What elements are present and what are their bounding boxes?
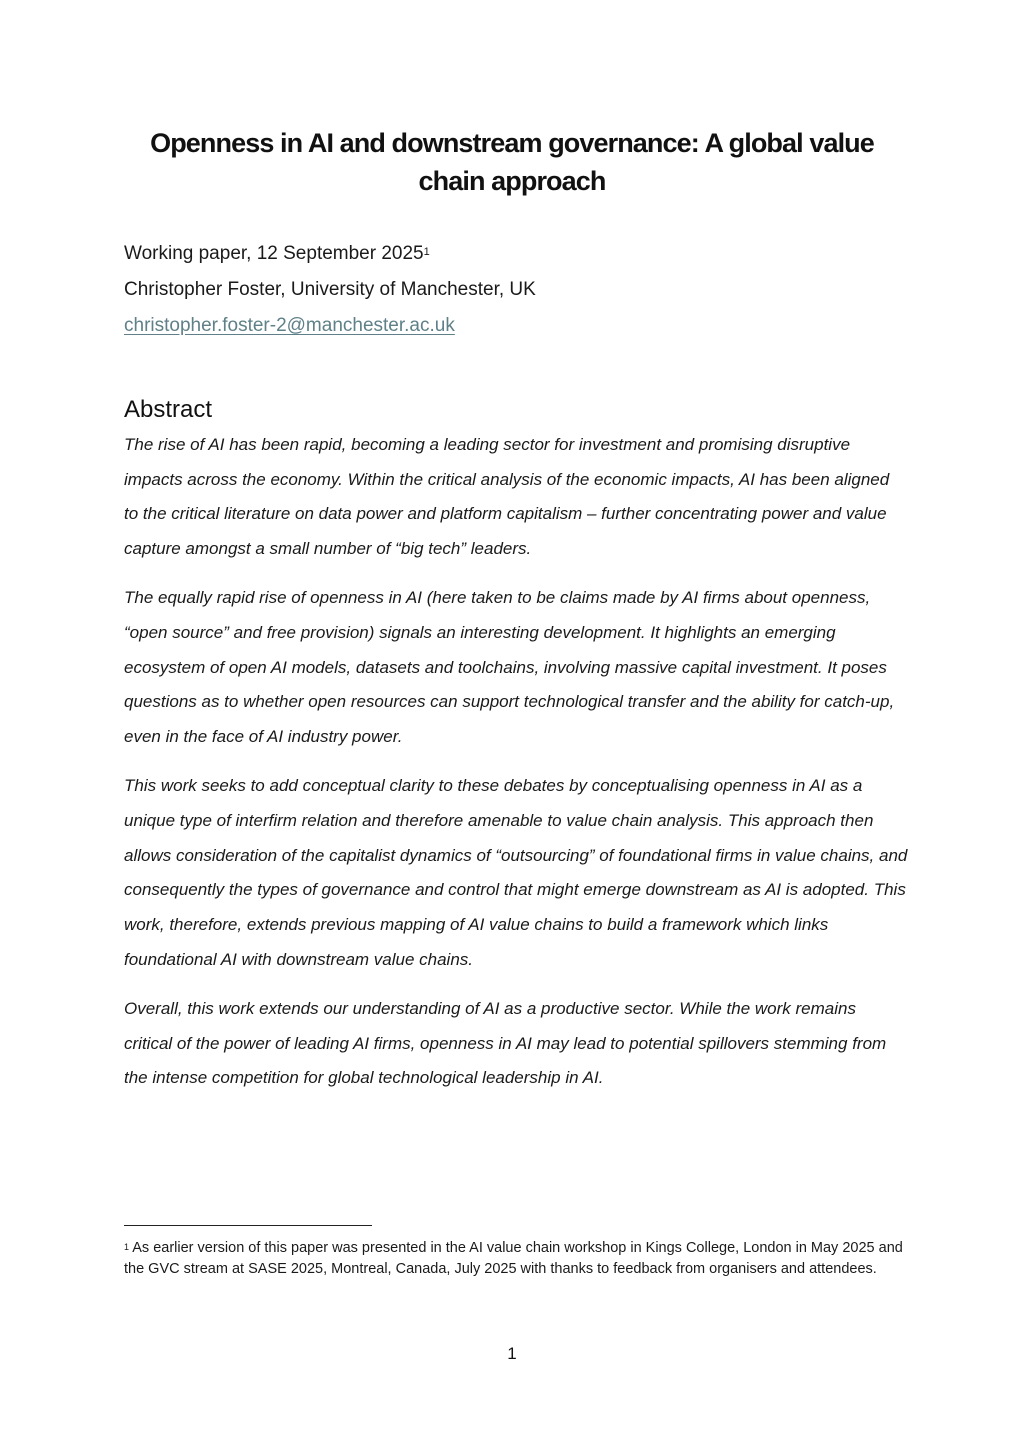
abstract-body	[124, 428, 908, 1111]
footnote-divider	[124, 1225, 372, 1226]
working-paper-date: Working paper, 12 September 2025	[124, 243, 424, 264]
abstract-paragraph: The equally rapid rise of openness in AI (here taken to be claims made by AI firms about openness, “open source” and free provision) signals an interesting development. It highlights an emerging ecosystem of open AI models, datasets and toolchains, involving massive capital investment. It poses questions as to whether open resources can support technological transfer and the ability for catch-up, even in the face of AI industry power.	[124, 588, 895, 747]
abstract-paragraph: The rise of AI has been rapid, becoming a leading sector for investment and promising disruptive impacts across the economy. Within the critical analysis of the economic impacts, AI has been aligned to the critical literature on data power and platform capitalism – further concentrating power and value capture amongst a small number of “big tech” leaders.	[124, 435, 890, 559]
author-email-link[interactable]: christopher.foster-2@manchester.ac.uk	[124, 315, 455, 336]
author-affiliation: Christopher Foster, University of Manchester, UK	[124, 279, 536, 300]
footnote-reference[interactable]: 1	[423, 246, 430, 258]
footnote-text: As earlier version of this paper was presented in the AI value chain workshop in Kings College, London in May 2025 and the GVC stream at SASE 2025, Montreal, Canada, July 2025 with thanks to feedback from organisers and attendees.	[124, 1240, 903, 1277]
working-paper-line	[124, 242, 430, 266]
paper-title: Openness in AI and downstream governance: A global value chain approach	[150, 128, 874, 196]
abstract-heading: Abstract	[124, 396, 213, 423]
abstract-paragraph: Overall, this work extends our understanding of AI as a productive sector. While the work remains critical of the power of leading AI firms, openness in AI may lead to potential spillovers stemming from the intense competition for global technological leadership in AI.	[124, 999, 887, 1088]
footnote-marker: 1	[124, 1242, 130, 1252]
author-email-line	[124, 314, 455, 338]
paper-page	[124, 0, 908, 1448]
footnote	[124, 1238, 904, 1280]
abstract-paragraph: This work seeks to add conceptual clarity to these debates by conceptualising openness in AI as a unique type of interfirm relation and therefore amenable to value chain analysis. This approach then allows consideration of the capitalist dynamics of “outsourcing” of foundational firms in value chains, and consequently the types of governance and control that might emerge downstream as AI is adopted. This work, therefore, extends previous mapping of AI value chains to build a framework which links foundational AI with downstream value chains.	[124, 776, 908, 969]
page-number: 1	[507, 1344, 517, 1363]
